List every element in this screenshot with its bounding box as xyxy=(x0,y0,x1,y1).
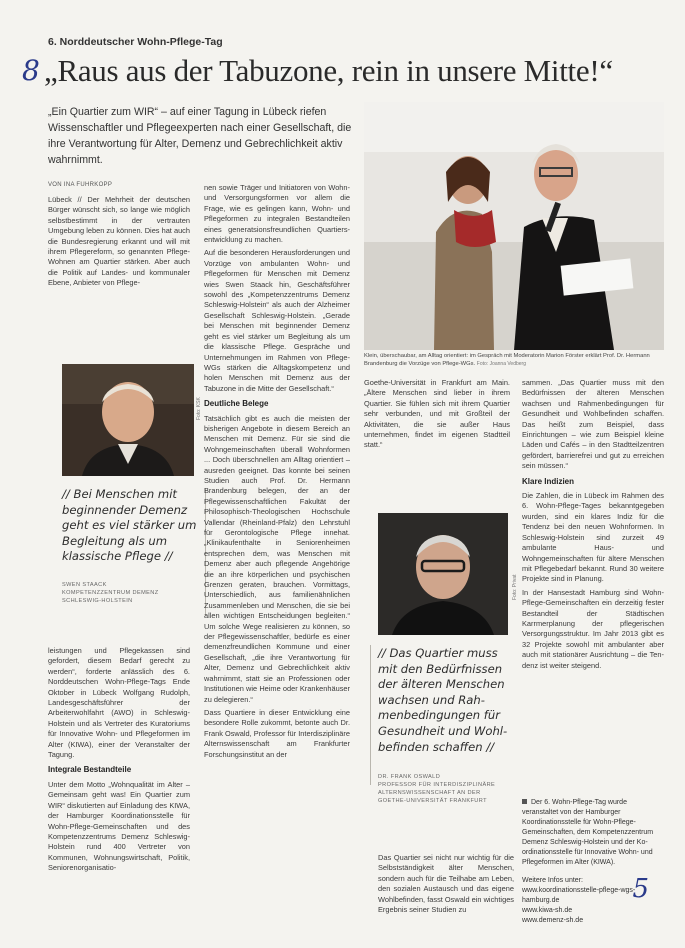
handwritten-mark: 8 xyxy=(22,54,40,87)
quote-rule xyxy=(370,645,371,785)
bullet-square-icon xyxy=(522,799,527,804)
body-text: nen sowie Träger und Initiatoren von Wohn- und Versorgungsformen vor allem die Frage, wie es gelingen kann, Wohn- und Pflegeformen zu integralen Bestandteilen eines generatsionsfreundlichen Quartiersentwicklung zu machen. xyxy=(204,183,350,245)
quote-attribution: DR. FRANK OSWALD PROFESSOR FÜR INTERDISZIPLINÄRE ALTERNSWISSENSCHAFT AN DER GOETHE-UNIVERSITÄT FRANKFURT xyxy=(378,774,496,804)
lead-paragraph: „Ein Quartier zum WIR“ – auf einer Tagung in Lübeck riefen Wissenschaftler und Pflegeexperten nach einer Gesellschaft, die ihre Verantwortung für Alter, Demenz und Gebrechlichkeit aktiv wahrnimmt. xyxy=(48,106,352,166)
body-text: Goethe-Universität in Frankfurt am Main. „Ältere Menschen sind lieber in ihrem Quartier. Sie fühlen sich mit ihrem Quartier sehr verbunden, und mit Großteil der Aktivitäten, die sie außer Haus unternehmen, findet im eigenen Stadtteil statt.“ xyxy=(364,378,510,450)
portrait-illustration xyxy=(62,364,194,476)
photo-credit: Foto: KSK xyxy=(196,397,202,420)
body-text: Die Zahlen, die in Lübeck im Rahmen des 6. Wohn-Pflege-Tages bekanntgegeben wurden, sind ein klares Indiz für die Tendenz bei den neuen Wohnformen. In Schleswig-Holstein sind zurzeit 49 ambulante Haus- und Wohngemeinschaften für ältere Menschen mit Pflegebedarf bekannt. Rund 30 weitere Projekte sind in Planung. xyxy=(522,491,664,584)
column-1-top xyxy=(48,195,190,357)
event-photo xyxy=(364,102,664,350)
pull-quote: // Das Quartier muss mit den Bedürfnissen der älteren Menschen wachsen und Rahmenbedingungen für Gesundheit und Wohlbefinden schaffen // xyxy=(378,646,508,754)
body-text: Tatsächlich gibt es auch die meisten der bisherigen Angebote in diesem Bereich an Menschen mit Demenz. Für sie sind die Wohngemeinschaften überall Wohnformen ... Doch überschnellen am Alltag orientiert – ausreden geeignet. Das konnte bei seinen Studien auch Prof. Dr. Hermann Brandenburg belegen, der an der Pflegewissenschaftlichen Fakultät der Philosophisch-Theologischen Hochschule Vallendar (Rheinland-Pfalz) den Lehrstuhl für Gerontologische Pflege innehat. „Klinikaufenthalte in Seniorenheimen entsprechen dem, was Menschen mit Demenz aber auch pflegende Angehörige die an ihre körperlichen und psychischen Grenzen geraten, brauchen. Vormittags, Unterschiedlich, aus familienähnlichen Zusammenleben und Menschen, die sie bei allen wichtigen Entscheidungen begleiten.“ Um solche Wege realisieren zu können, so der Pflegewissenschaftler, bedürfe es einer demenzfreundlichen Kommune und einer Gesellschaft, „die ihre Verantwortung für Alter, Demenz und Gebrechlichkeit aktiv wahrnimmt, statt sie an Professionen oder Institutionen wie Heime oder Krankenhäuser zu delegieren.“ xyxy=(204,413,350,704)
event-illustration xyxy=(364,102,664,350)
info-box: Der 6. Wohn-Pflege-Tag wurde veranstaltet von der Hamburger Koordinationsstelle für Wohn-Pflege-Gemeinschaften, dem Kompetenzzentrum Demenz Schleswig-Holstein und der Koordinationsstelle für Innovative Wohn- und Pflegeformen im Alter (KIWA). Weitere Infos unter: www.koordinationsstelle-pflege-wgs-hamburg.de www.kiwa-sh.de www.demenz-sh.de xyxy=(522,798,662,926)
subheading: Integrale Bestandteile xyxy=(48,765,132,775)
photo-caption: Klein, überschaubar, am Alltag orientiert: im Gespräch mit Moderatorin Marion Förster erklärt Prof. Dr. Hermann Brandenburg die Vorzüge von Pflege-WGs. Foto: Joanna Vedberg xyxy=(364,353,650,367)
column-1-bottom xyxy=(48,646,190,942)
subheading: Klare Indizien xyxy=(522,476,575,486)
pull-quote: // Bei Menschen mit beginnender Demenz geht es viel stärker um Begleitung als um klassische Pflege // xyxy=(62,487,197,564)
body-text: Unter dem Motto „Wohnqualität im Alter – Gemeinsam geht was! Ein Quartier zum WIR“ diskutierten auf Einladung des KIWA, der Hamburger Koordinationsstelle für Wohn-Pflege-Gemeinschaften und des Kompetenzzentrums Demenz Schleswig-Holstein rund 400 Vertreter von Kommunen, Wohnungswirtschaft, Politik, Seniorenorganisatio- xyxy=(48,779,190,873)
body-text: Lübeck // Der Mehrheit der deutschen Bürger wünscht sich, so lange wie möglich selbstbestimmt in der vertrauten Umgebung leben zu können. Dies hat auch die Bundesregierung erkannt und will mit ihrem Pflegereform, so genannten Pflege-Wohnen am Quartier stärken. Aber auch die Politik auf Landes- und kommunaler Ebene, Anbieter von Pflege- xyxy=(48,195,190,288)
info-link[interactable]: www.kiwa-sh.de xyxy=(522,907,573,914)
body-text: In der Hansestadt Hamburg sind Wohn-Pflege-Gemeinschaften ein derzeitig fester Bestandteil der Städtischen Karrmerplanung der pflegerischen Versorgungsstruktur. Im Jahr 2013 gibt es 32 Projekte sowohl mit ambulanter aber auch mit stationärer Ausrichtung – die Tendenz ist weiter steigend. xyxy=(522,587,664,670)
portrait-photo-staack xyxy=(62,364,194,476)
body-text: Dass Quartiere in dieser Entwicklung eine besondere Rolle zukommt, betonte auch Dr. Frank Oswald, Professor für Interdisziplinäre Alternswissenschaft am Frankfurter Forschungsinstitut an der xyxy=(204,707,350,759)
quote-attribution: SWEN STAACK KOMPETENZZENTRUM DEMENZ SCHLESWIG-HOLSTEIN xyxy=(62,582,159,604)
subheading: Deutliche Belege xyxy=(204,399,269,409)
column-2 xyxy=(204,183,350,943)
page-number: 5 xyxy=(632,874,649,904)
section-kicker: 6. Norddeutscher Wohn-Pflege-Tag xyxy=(48,36,223,48)
photo-credit: Foto: Privat xyxy=(512,574,518,600)
byline: VON INA FUHRKOPP xyxy=(48,182,113,188)
info-link[interactable]: www.demenz-sh.de xyxy=(522,917,584,924)
column-4 xyxy=(522,378,664,790)
body-text: leistungen und Pflegekassen sind gefordert, diesem Bedarf gerecht zu werden“, forderte anlässlich des 6. Norddeutschen Wohn-Pflege-Tags Ende Oktober in Lübeck Wolfgang Rudolph, Landesgeschäftsführer der Arbeiterwohlfahrt (AWO) in Schleswig-Holstein und als Vertreter des Kuratoriums für Innovative Wohn- und Pflegeformen im Alter (KIWA), einer der Veranstalter der Tagung. xyxy=(48,646,190,760)
info-link[interactable]: www.koordinationsstelle-pflege-wgs-hamburg.de xyxy=(522,887,636,904)
body-text: sammen. „Das Quartier muss mit den Bedürfnissen der älteren Menschen wachsen und Rahmenbedingungen für Gesundheit und Wohlbefinden schaffen. Das heißt zum Beispiel, dass Einrichtungen – wie zum Beispiel kleine Läden und Cafés – in den Stadtteilzentren gefördert, barrierefrei und gut zu erreichen sein müssen.“ xyxy=(522,378,664,471)
page-title: „Raus aus der Tabuzone, rein in unsere Mitte!“ xyxy=(44,53,613,88)
portrait-photo-oswald xyxy=(378,513,508,635)
column-3-top xyxy=(364,378,510,502)
body-text: Das Quartier sei nicht nur wichtig für die Selbstständigkeit älter Menschen, sondern auch für die Teilhabe am Leben, den sozialen Austausch und das eigene Wohlbefinden, fasst Oswald ein wichtiges Ergebnis seiner Studien zu xyxy=(378,853,514,915)
portrait-illustration xyxy=(378,513,508,635)
column-3-bottom xyxy=(378,853,514,943)
body-text: Auf die besonderen Herausforderungen und Vorzüge von ambulanten Wohn- und Pflegeformen für Menschen mit Demenz wies Swen Staack hin, Geschäftsführer sowohl des „Kompetenzzentrums Demenz Schleswig-Holstein“ als auch der Alzheimer Gesellschaft Schleswig-Holstein. „Gerade bei Menschen mit beginnender Demenz geht es viel stärker um Begleitung als um die klassische Pflege. Gespräche und Unternehmungen im Rahmen von Pflege-WGs stärken die Alltagskompetenz und holen Menschen mit Demenz aus der Tabuzone in die Mitte der Gesellschaft.“ xyxy=(204,248,350,393)
